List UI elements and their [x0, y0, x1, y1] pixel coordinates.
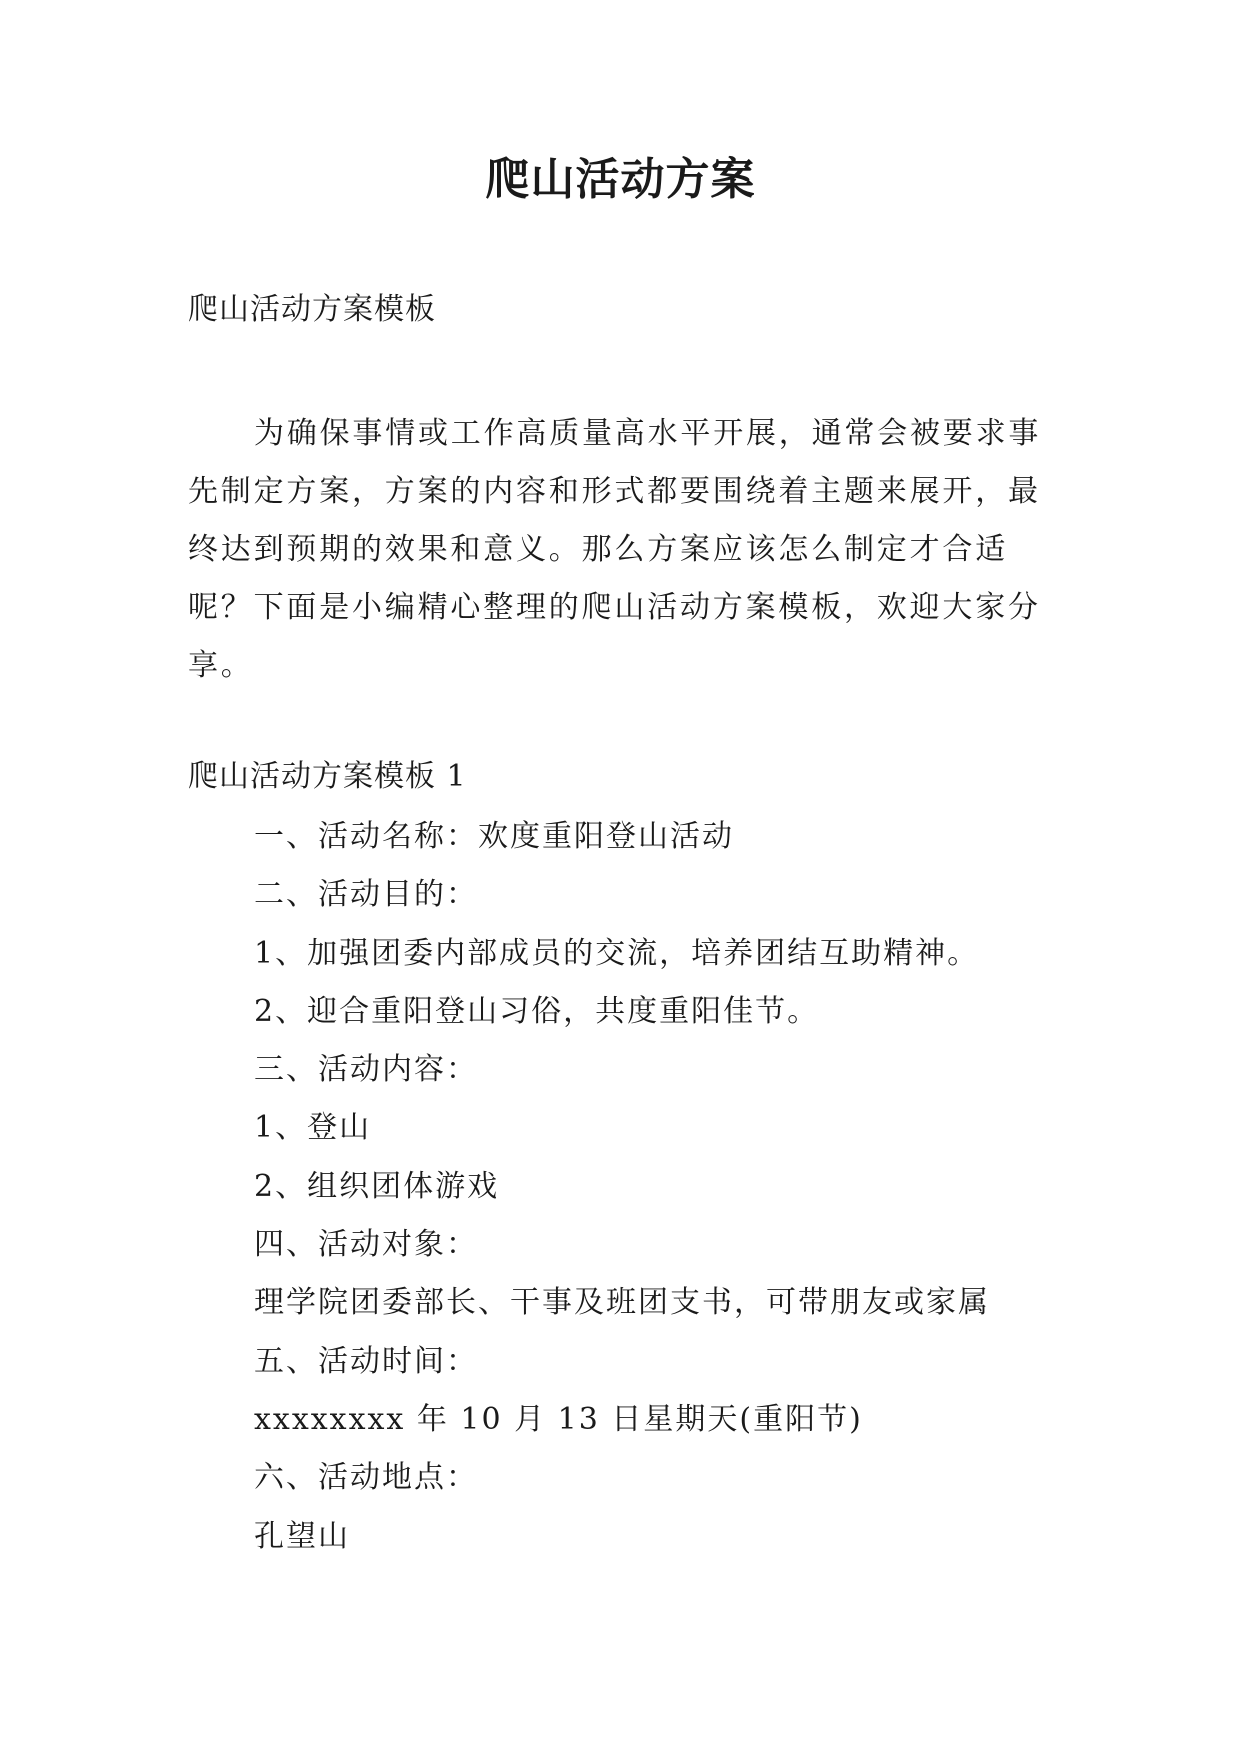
- section-title: 爬山活动方案模板 1: [188, 759, 467, 794]
- list-item: 2、组织团体游戏: [254, 1168, 500, 1204]
- list-item: 2、迎合重阳登山习俗，共度重阳佳节。: [254, 993, 820, 1029]
- list-item: 1、加强团委内部成员的交流，培养团结互助精神。: [254, 935, 980, 971]
- list-item: 二、活动目的：: [254, 877, 478, 913]
- document-title: 爬山活动方案: [485, 154, 756, 205]
- list-item: 理学院团委部长、干事及班团支书，可带朋友或家属: [254, 1285, 990, 1321]
- list-item: 三、活动内容：: [254, 1052, 478, 1088]
- document-subtitle: 爬山活动方案模板: [188, 292, 436, 327]
- intro-paragraph: 为确保事情或工作高质量高水平开展，通常会被要求事先制定方案，方案的内容和形式都要围绕着主题来展开，最终达到预期的效果和意义。那么方案应该怎么制定才合适呢？下面是小编精心整理的爬山活动方案模板，欢迎大家分享。: [188, 416, 1042, 683]
- list-item: xxxxxxxx 年 10 月 13 日星期天(重阳节): [254, 1401, 863, 1437]
- list-item: 一、活动名称：欢度重阳登山活动: [254, 819, 734, 854]
- list-item: 六、活动地点：: [254, 1460, 478, 1496]
- list-item: 1、登山: [254, 1110, 372, 1146]
- list-item: 四、活动对象：: [254, 1227, 478, 1263]
- plan-items-list: [254, 808, 990, 1566]
- list-item: 五、活动时间：: [254, 1343, 478, 1379]
- list-item: 孔望山: [254, 1518, 350, 1554]
